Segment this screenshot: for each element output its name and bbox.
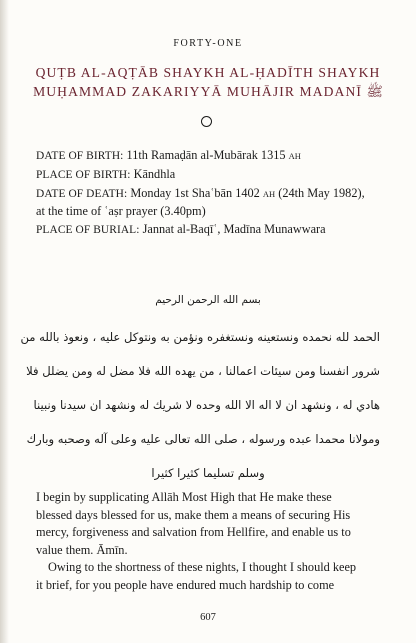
biography-details	[36, 147, 386, 240]
text-line: Owing to the shortness of these nights, I thought I should keep	[48, 560, 357, 575]
chapter-heading: FORTY-ONE	[173, 38, 243, 49]
arabic-line: الحمد لله نحمده ونستعينه ونستغفره ونؤمن به ونتوكل عليه ، ونعوذ بالله من	[20, 330, 380, 344]
detail-value-tail: (24th May 1982),	[278, 185, 365, 200]
date-of-birth-row	[36, 147, 386, 166]
title-line-1: QUṬB AL-AQṬĀB SHAYKH AL-ḤADĪTH SHAYKH	[35, 65, 381, 80]
detail-suffix: AH	[288, 151, 301, 161]
text-line: I begin by supplicating Allāh Most High that He make these	[36, 490, 332, 504]
arabic-line: ومولانا محمدا عبده ورسوله ، صلى الله تعالى عليه وعلى آله وصحبه وبارك	[26, 432, 380, 446]
time-of-death-row	[36, 203, 386, 221]
detail-suffix: AH	[262, 188, 276, 199]
title-line-2: MUḤAMMAD ZAKARIYYĀ MUHĀJIR MADANĪ ﷺ	[33, 84, 383, 99]
page-edge	[0, 0, 9, 643]
arabic-line: هادي له ، ونشهد ان لا اله الا الله وحده لا شريك له ونشهد ان سيدنا ونبينا	[33, 398, 380, 412]
date-of-death-row	[36, 185, 386, 204]
detail-value: 11th Ramaḍān al-Mubārak 1315	[126, 148, 286, 162]
detail-value: Jannat al-Baqīʿ, Madīna Munawwara	[142, 222, 326, 237]
arabic-line: وسلم تسليما كثيرا كثيرا	[151, 466, 265, 480]
page-number: 607	[200, 612, 216, 623]
paragraph	[36, 559, 386, 594]
detail-label: PLACE OF BURIAL:	[36, 224, 140, 237]
detail-value: Kāndhla	[133, 166, 176, 181]
detail-label: DATE OF BIRTH:	[36, 150, 124, 162]
detail-value: at the time of ʿaṣr prayer (3.40pm)	[36, 204, 206, 219]
text-line: mercy, forgiveness and salvation from Hellfire, and enable us to	[36, 525, 351, 540]
text-line: it brief, for you people have endured much hardship to come	[36, 577, 335, 592]
arabic-line: شرور انفسنا ومن سيئات اعمالنا ، من يهده الله فلا مضل له ومن يضلل فلا	[26, 364, 380, 378]
chapter-title	[20, 63, 396, 101]
place-of-birth-row	[36, 166, 386, 185]
body-text	[36, 489, 386, 595]
detail-value: Monday 1st Shaʿbān 1402	[130, 185, 260, 200]
text-line: blessed days blessed for us, make them a means of securing His	[36, 507, 351, 522]
place-of-burial-row	[36, 221, 386, 240]
detail-label: DATE OF DEATH:	[36, 187, 128, 200]
bismillah: بسم الله الرحمن الرحيم	[155, 294, 261, 306]
arabic-khutba	[20, 294, 380, 500]
text-line: value them. Āmīn.	[36, 542, 128, 557]
circle-ornament-icon	[201, 116, 212, 127]
paragraph	[36, 489, 386, 559]
detail-label: PLACE OF BIRTH:	[36, 168, 131, 181]
